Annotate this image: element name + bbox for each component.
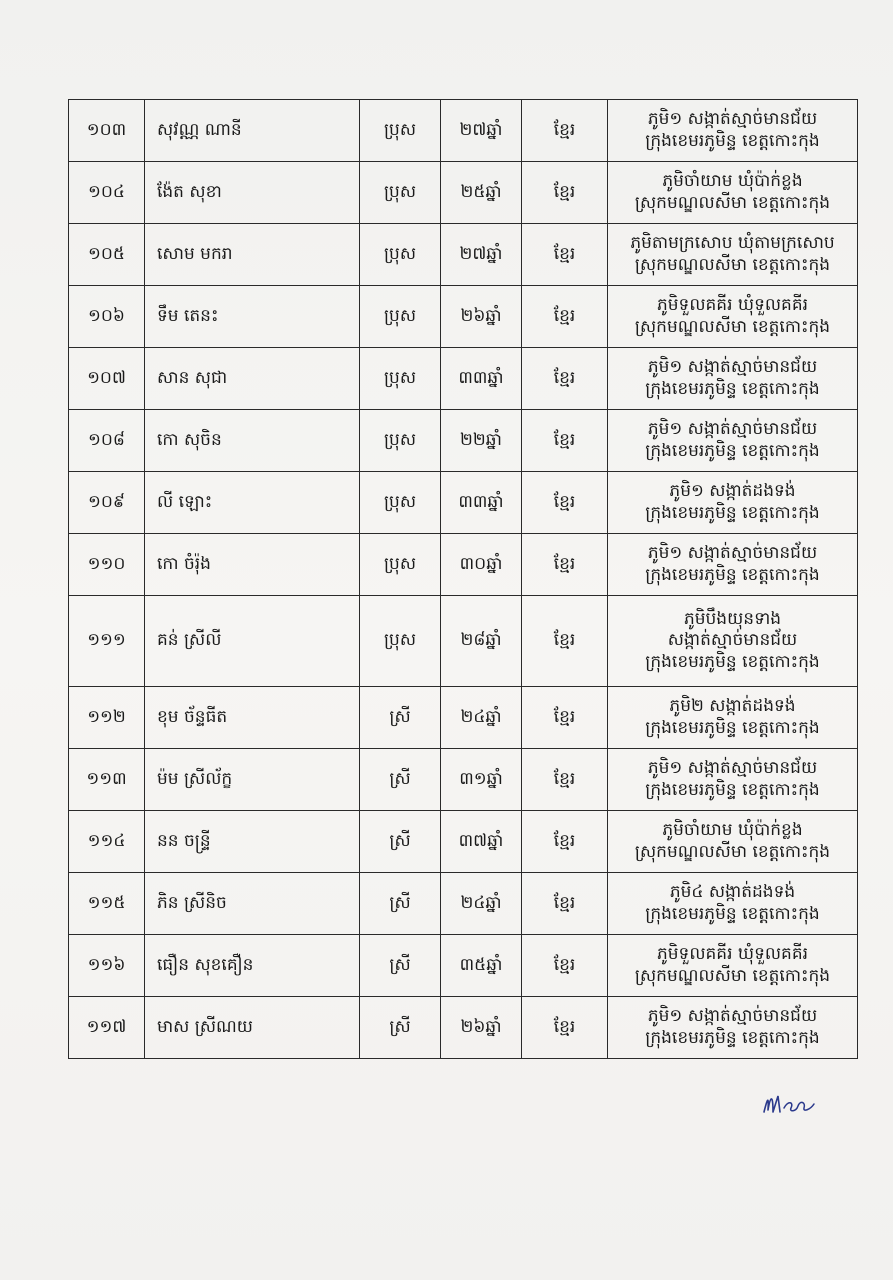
person-age: ២៦ឆ្នាំ — [441, 997, 522, 1059]
person-age: ៣៣ឆ្នាំ — [441, 472, 522, 534]
handwritten-signature — [760, 1086, 820, 1120]
address-line: ក្រុងខេមរភូមិន្ទ ខេត្តកោះកុង — [645, 564, 820, 585]
address-line: ក្រុងខេមរភូមិន្ទ ខេត្តកោះកុង — [645, 440, 820, 461]
person-age: ៣៧ឆ្នាំ — [441, 811, 522, 873]
address-line: ក្រុងខេមរភូមិន្ទ ខេត្តកោះកុង — [645, 130, 820, 151]
person-age: ៣១ឆ្នាំ — [441, 749, 522, 811]
table-row — [69, 935, 858, 997]
row-number: ១០៣ — [69, 100, 145, 162]
row-number: ១១៥ — [69, 873, 145, 935]
person-sex: ប្រុស — [360, 162, 441, 224]
person-sex: ស្រី — [360, 935, 441, 997]
person-nationality: ខ្មែរ — [522, 410, 608, 472]
person-nationality: ខ្មែរ — [522, 935, 608, 997]
table-row — [69, 286, 858, 348]
person-nationality: ខ្មែរ — [522, 534, 608, 596]
row-number: ១១៤ — [69, 811, 145, 873]
person-nationality: ខ្មែរ — [522, 348, 608, 410]
person-sex: ប្រុស — [360, 100, 441, 162]
row-number: ១១៧ — [69, 997, 145, 1059]
person-address — [608, 811, 858, 873]
row-number: ១១៣ — [69, 749, 145, 811]
address-line: ភូមិ១ សង្កាត់ស្មាច់មានជ័យ — [647, 758, 818, 779]
table-row — [69, 596, 858, 687]
table-row — [69, 348, 858, 410]
person-address — [608, 224, 858, 286]
person-name: សាន សុជា — [145, 348, 360, 410]
address-line: ស្រុកមណ្ឌលសីមា ខេត្តកោះកុង — [634, 965, 831, 986]
person-age: ២៦ឆ្នាំ — [441, 286, 522, 348]
person-name: ធឿន សុខគឿន — [145, 935, 360, 997]
person-address — [608, 286, 858, 348]
row-number: ១០៦ — [69, 286, 145, 348]
address-line: ភូមិ១ សង្កាត់ស្មាច់មានជ័យ — [647, 543, 818, 564]
person-sex: ប្រុស — [360, 472, 441, 534]
table-row — [69, 749, 858, 811]
person-nationality: ខ្មែរ — [522, 811, 608, 873]
person-name: ភិន ស្រីនិច — [145, 873, 360, 935]
person-age: ៣០ឆ្នាំ — [441, 534, 522, 596]
person-sex: ប្រុស — [360, 410, 441, 472]
person-address — [608, 873, 858, 935]
address-line: ក្រុងខេមរភូមិន្ទ ខេត្តកោះកុង — [645, 378, 820, 399]
person-address — [608, 596, 858, 687]
person-nationality: ខ្មែរ — [522, 472, 608, 534]
address-line: ភូមិ១ សង្កាត់ស្មាច់មានជ័យ — [647, 419, 818, 440]
table-row — [69, 162, 858, 224]
signature-icon — [760, 1086, 820, 1120]
address-line: ស្រុកមណ្ឌលសីមា ខេត្តកោះកុង — [634, 316, 831, 337]
table-row — [69, 811, 858, 873]
person-nationality: ខ្មែរ — [522, 687, 608, 749]
person-nationality: ខ្មែរ — [522, 596, 608, 687]
person-sex: ស្រី — [360, 687, 441, 749]
person-address — [608, 100, 858, 162]
person-address — [608, 472, 858, 534]
address-line: ភូមិទួលគគីរ ឃុំទួលគគីរ — [656, 295, 809, 316]
table-row — [69, 410, 858, 472]
address-line: ភូមិ២ សង្កាត់ដងទង់ — [669, 696, 796, 717]
person-name: សុវណ្ណ ណានី — [145, 100, 360, 162]
person-name: កោ សុចិន — [145, 410, 360, 472]
person-age: ២៨ឆ្នាំ — [441, 596, 522, 687]
table-row — [69, 100, 858, 162]
person-address — [608, 162, 858, 224]
person-sex: ស្រី — [360, 749, 441, 811]
table-body — [69, 100, 858, 1059]
person-sex: ប្រុស — [360, 286, 441, 348]
person-sex: ប្រុស — [360, 596, 441, 687]
row-number: ១១០ — [69, 534, 145, 596]
address-line: ភូមិតាមក្រសោប ឃុំតាមក្រសោប — [630, 233, 835, 254]
address-line: ភូមិទួលគគីរ ឃុំទួលគគីរ — [656, 944, 809, 965]
address-line: ភូមិ១ សង្កាត់ដងទង់ — [669, 481, 796, 502]
person-sex: ស្រី — [360, 811, 441, 873]
row-number: ១០៩ — [69, 472, 145, 534]
table-row — [69, 873, 858, 935]
person-sex: ស្រី — [360, 997, 441, 1059]
person-nationality: ខ្មែរ — [522, 162, 608, 224]
address-line: ភូមិ១ សង្កាត់ស្មាច់មានជ័យ — [647, 109, 818, 130]
address-line: ស្រុកមណ្ឌលសីមា ខេត្តកោះកុង — [634, 192, 831, 213]
person-age: ២៤ឆ្នាំ — [441, 873, 522, 935]
person-name: ខុម ច័ន្ទធីត — [145, 687, 360, 749]
table-row — [69, 687, 858, 749]
person-sex: ប្រុស — [360, 224, 441, 286]
address-line: ស្រុកមណ្ឌលសីមា ខេត្តកោះកុង — [634, 841, 831, 862]
address-line: ក្រុងខេមរភូមិន្ទ ខេត្តកោះកុង — [645, 779, 820, 800]
row-number: ១០៥ — [69, 224, 145, 286]
address-line: ស្រុកមណ្ឌលសីមា ខេត្តកោះកុង — [634, 254, 831, 275]
person-address — [608, 348, 858, 410]
person-nationality: ខ្មែរ — [522, 100, 608, 162]
person-nationality: ខ្មែរ — [522, 873, 608, 935]
person-age: ២៤ឆ្នាំ — [441, 687, 522, 749]
row-number: ១១២ — [69, 687, 145, 749]
address-line: ភូមិ១ សង្កាត់ស្មាច់មានជ័យ — [647, 357, 818, 378]
person-name: កោ ចំរ៉ុង — [145, 534, 360, 596]
person-nationality: ខ្មែរ — [522, 286, 608, 348]
address-line: ក្រុងខេមរភូមិន្ទ ខេត្តកោះកុង — [645, 1027, 820, 1048]
person-age: ២២ឆ្នាំ — [441, 410, 522, 472]
address-line: សង្កាត់ស្មាច់មានជ័យ — [667, 630, 798, 651]
person-name: គន់ ស្រីលី — [145, 596, 360, 687]
address-line: ក្រុងខេមរភូមិន្ទ ខេត្តកោះកុង — [645, 717, 820, 738]
table-row — [69, 534, 858, 596]
person-nationality: ខ្មែរ — [522, 749, 608, 811]
person-age: ២៧ឆ្នាំ — [441, 224, 522, 286]
row-number: ១០៨ — [69, 410, 145, 472]
row-number: ១១១ — [69, 596, 145, 687]
row-number: ១០៧ — [69, 348, 145, 410]
person-address — [608, 534, 858, 596]
person-age: ៣៥ឆ្នាំ — [441, 935, 522, 997]
person-name: មាស ស្រីណយ — [145, 997, 360, 1059]
row-number: ១១៦ — [69, 935, 145, 997]
row-number: ១០៤ — [69, 162, 145, 224]
person-sex: ប្រុស — [360, 534, 441, 596]
person-name: ម៉ម ស្រីល័ក្ខ — [145, 749, 360, 811]
address-line: ភូមិ១ សង្កាត់ស្មាច់មានជ័យ — [647, 1006, 818, 1027]
address-line: ក្រុងខេមរភូមិន្ទ ខេត្តកោះកុង — [645, 903, 820, 924]
person-age: ២៥ឆ្នាំ — [441, 162, 522, 224]
person-nationality: ខ្មែរ — [522, 224, 608, 286]
person-address — [608, 935, 858, 997]
address-line: ក្រុងខេមរភូមិន្ទ ខេត្តកោះកុង — [645, 502, 820, 523]
person-nationality: ខ្មែរ — [522, 997, 608, 1059]
personnel-table — [68, 99, 858, 1059]
person-age: ៣៣ឆ្នាំ — [441, 348, 522, 410]
person-age: ២៧ឆ្នាំ — [441, 100, 522, 162]
person-name: ទឹម តេនះ — [145, 286, 360, 348]
table-row — [69, 224, 858, 286]
person-sex: ស្រី — [360, 873, 441, 935]
address-line: ភូមិបឹងយុនទាង — [683, 609, 782, 630]
address-line: ភូមិចាំយាម ឃុំប៉ាក់ខ្លង — [662, 171, 803, 192]
table-row — [69, 997, 858, 1059]
table-row — [69, 472, 858, 534]
address-line: ភូមិ៤ សង្កាត់ដងទង់ — [669, 882, 796, 903]
person-sex: ប្រុស — [360, 348, 441, 410]
person-name: នន ចន្ទ្រី — [145, 811, 360, 873]
person-address — [608, 410, 858, 472]
person-name: សោម មករា — [145, 224, 360, 286]
person-name: ង៉ែត សុខា — [145, 162, 360, 224]
person-address — [608, 997, 858, 1059]
address-line: ភូមិចាំយាម ឃុំប៉ាក់ខ្លង — [662, 820, 803, 841]
person-address — [608, 687, 858, 749]
person-name: លី ឡោះ — [145, 472, 360, 534]
address-line: ក្រុងខេមរភូមិន្ទ ខេត្តកោះកុង — [645, 651, 820, 672]
person-address — [608, 749, 858, 811]
